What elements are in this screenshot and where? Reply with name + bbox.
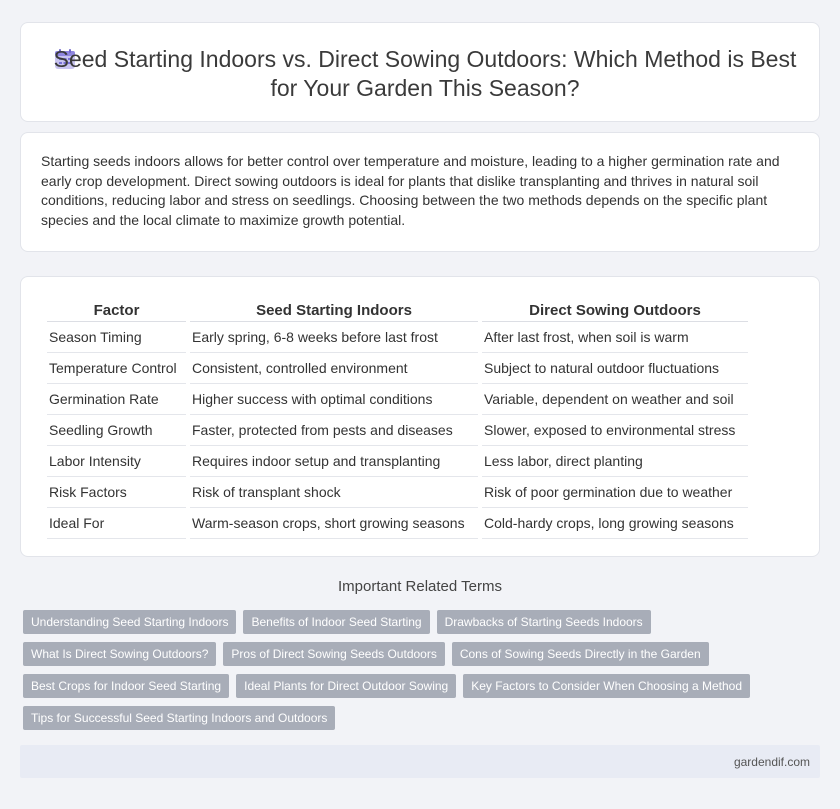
comparison-table (43, 295, 752, 539)
cell-factor: Season Timing (47, 322, 186, 353)
related-term-link[interactable]: Benefits of Indoor Seed Starting (243, 610, 429, 634)
cell-factor: Risk Factors (47, 477, 186, 508)
table-row (47, 384, 748, 415)
cell-outdoors: Subject to natural outdoor fluctuations (482, 353, 748, 384)
table-row (47, 322, 748, 353)
cell-factor: Seedling Growth (47, 415, 186, 446)
related-term-link[interactable]: Cons of Sowing Seeds Directly in the Garden (452, 642, 709, 666)
comparison-card (20, 276, 820, 557)
cell-indoors: Consistent, controlled environment (190, 353, 478, 384)
related-term-link[interactable]: What Is Direct Sowing Outdoors? (23, 642, 216, 666)
cell-outdoors: Slower, exposed to environmental stress (482, 415, 748, 446)
cell-outdoors: Variable, dependent on weather and soil (482, 384, 748, 415)
related-term-link[interactable]: Understanding Seed Starting Indoors (23, 610, 236, 634)
cell-factor: Ideal For (47, 508, 186, 539)
header-indoors: Seed Starting Indoors (190, 295, 478, 322)
cell-outdoors: Cold-hardy crops, long growing seasons (482, 508, 748, 539)
page-title: Seed Starting Indoors vs. Direct Sowing Outdoors: Which Method is Best for Your Garden This Season? (53, 46, 797, 101)
table-row (47, 477, 748, 508)
table-row (47, 508, 748, 539)
table-row (47, 353, 748, 384)
cell-outdoors: After last frost, when soil is warm (482, 322, 748, 353)
related-term-link[interactable]: Pros of Direct Sowing Seeds Outdoors (223, 642, 444, 666)
related-term-link[interactable]: Key Factors to Consider When Choosing a Method (463, 674, 750, 698)
cell-indoors: Warm-season crops, short growing seasons (190, 508, 478, 539)
related-term-link[interactable]: Best Crops for Indoor Seed Starting (23, 674, 229, 698)
related-term-link[interactable]: Drawbacks of Starting Seeds Indoors (437, 610, 651, 634)
footer (20, 745, 820, 778)
cell-outdoors: Risk of poor germination due to weather (482, 477, 748, 508)
table-row (47, 415, 748, 446)
related-term-link[interactable]: Ideal Plants for Direct Outdoor Sowing (236, 674, 456, 698)
related-term-link[interactable]: Tips for Successful Seed Starting Indoors and Outdoors (23, 706, 335, 730)
header-card (20, 22, 820, 122)
cell-factor: Labor Intensity (47, 446, 186, 477)
cell-factor: Temperature Control (47, 353, 186, 384)
cell-outdoors: Less labor, direct planting (482, 446, 748, 477)
tag-row (23, 642, 783, 666)
header-outdoors: Direct Sowing Outdoors (482, 295, 748, 322)
site-name[interactable]: gardendif.com (733, 755, 810, 769)
tag-row (23, 610, 783, 634)
cell-indoors: Requires indoor setup and transplanting (190, 446, 478, 477)
tag-row (23, 706, 783, 730)
related-terms-list (23, 610, 783, 738)
header-factor: Factor (47, 295, 186, 322)
table-row (47, 446, 748, 477)
table-header-row (47, 295, 748, 322)
intro-card (20, 132, 820, 252)
tag-row (23, 674, 783, 698)
cell-factor: Germination Rate (47, 384, 186, 415)
related-terms-title: Important Related Terms (338, 578, 502, 595)
cell-indoors: Faster, protected from pests and diseases (190, 415, 478, 446)
cell-indoors: Risk of transplant shock (190, 477, 478, 508)
cell-indoors: Early spring, 6-8 weeks before last frost (190, 322, 478, 353)
cell-indoors: Higher success with optimal conditions (190, 384, 478, 415)
intro-text: Starting seeds indoors allows for better control over temperature and moisture, leading to a higher germination rate and early crop development. Direct sowing outdoors is ideal for plants that dislike transplanting and thrives in natural soil conditions, reducing labor and stress on seedlings. Choosing between the two methods depends on the specific plant species and the local climate to maximize growth potential. (41, 153, 780, 228)
